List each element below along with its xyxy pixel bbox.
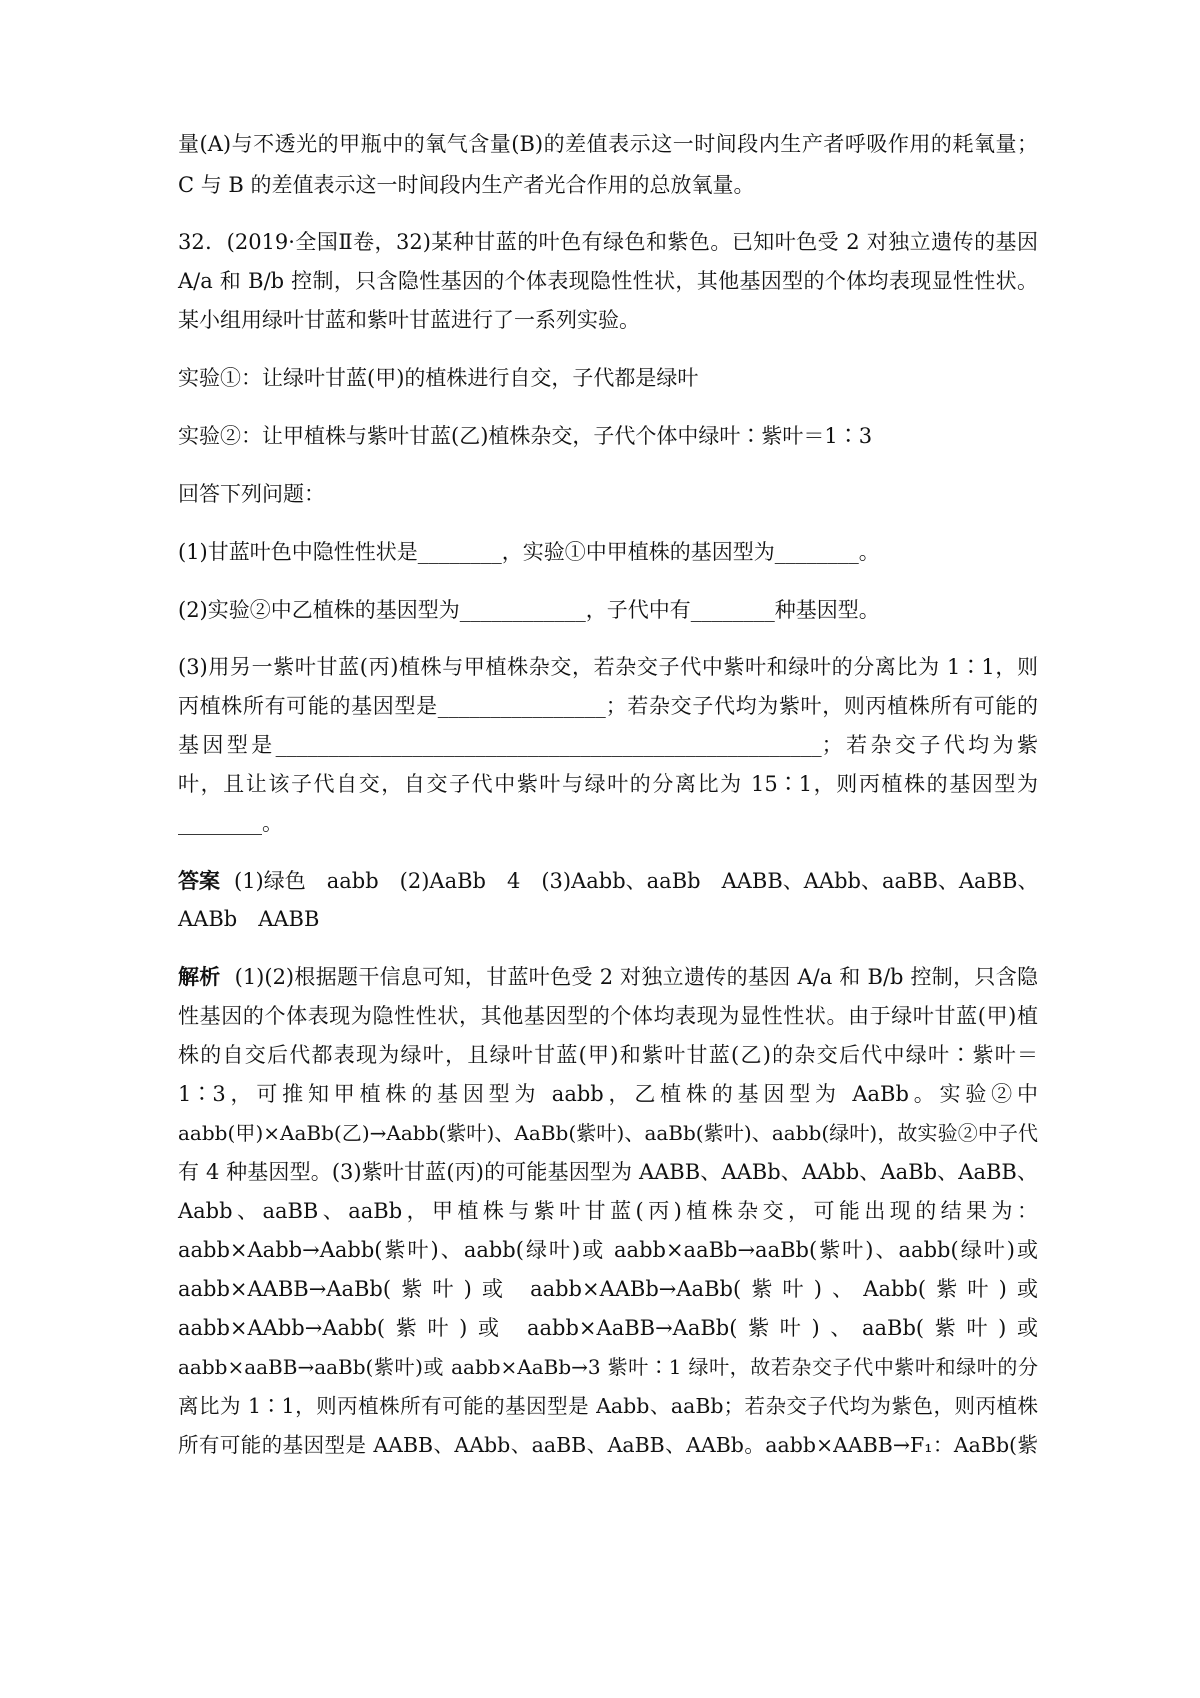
question-stem-line-3: 某小组用绿叶甘蓝和紫叶甘蓝进行了一系列实验。 — [178, 308, 640, 332]
answer-label: 答案 — [178, 868, 220, 893]
experiment-1: 实验①：让绿叶甘蓝(甲)的植株进行自交，子代都是绿叶 — [178, 366, 699, 390]
experiment-2: 实验②：让甲植株与紫叶甘蓝(乙)植株杂交，子代个体中绿叶∶紫叶＝1∶3 — [178, 424, 873, 448]
sub-question-3-line-2: 丙植株所有可能的基因型是________________；若杂交子代均为紫叶，则丙植株所有可能的 — [178, 694, 1038, 718]
answer-prompt: 回答下列问题： — [178, 482, 325, 506]
analysis-line-6: 有 4 种基因型。(3)紫叶甘蓝(丙)的可能基因型为 AABB、AABb、AAbb、AaBb、AaBB、 — [178, 1160, 1038, 1184]
analysis-line-3: 株的自交后代都表现为绿叶，且绿叶甘蓝(甲)和紫叶甘蓝(乙)的杂交后代中绿叶∶紫叶＝ — [178, 1043, 1038, 1067]
analysis-line-12: 离比为 1∶1，则丙植株所有可能的基因型是 Aabb、aaBb；若杂交子代均为紫色，则丙植株 — [178, 1394, 1038, 1418]
question-stem-line-1: 32．(2019·全国Ⅱ卷，32)某种甘蓝的叶色有绿色和紫色。已知叶色受 2 对独立遗传的基因 — [178, 230, 1038, 254]
analysis-line-9: aabb×AABB→AaBb(紫叶)或 aabb×AABb→AaBb(紫叶)、Aabb(紫叶)或 — [178, 1277, 1038, 1301]
analysis-text-1: (1)(2)根据题干信息可知，甘蓝叶色受 2 对独立遗传的基因 A/a 和 B/b 控制，只含隐 — [234, 965, 1038, 989]
analysis-line-7: Aabb、aaBB、aaBb，甲植株与紫叶甘蓝(丙)植株杂交，可能出现的结果为： — [178, 1199, 1038, 1223]
question-stem-line-2: A/a 和 B/b 控制，只含隐性基因的个体表现隐性性状，其他基因型的个体均表现显性性状。 — [178, 269, 1038, 293]
analysis-line-4: 1∶3，可推知甲植株的基因型为 aabb，乙植株的基因型为 AaBb。实验②中 — [178, 1082, 1038, 1106]
answer-line-1 — [178, 866, 1038, 896]
analysis-line-5: aabb(甲)×AaBb(乙)→Aabb(紫叶)、AaBb(紫叶)、aaBb(紫叶)、aabb(绿叶)，故实验②中子代 — [178, 1121, 1038, 1145]
sub-question-3-line-5: ________。 — [178, 811, 283, 835]
intro-line-2: C 与 B 的差值表示这一时间段内生产者光合作用的总放氧量。 — [178, 173, 755, 197]
sub-question-3-line-3: 基因型是____________________________________________________；若杂交子代均为紫 — [178, 733, 1038, 757]
analysis-line-2: 性基因的个体表现为隐性性状，其他基因型的个体均表现为显性性状。由于绿叶甘蓝(甲)植 — [178, 1004, 1038, 1028]
analysis-line-10: aabb×AAbb→Aabb(紫叶)或 aabb×AaBB→AaBb(紫叶)、aaBb(紫叶)或 — [178, 1316, 1038, 1340]
analysis-line-8: aabb×Aabb→Aabb(紫叶)、aabb(绿叶)或 aabb×aaBb→aaBb(紫叶)、aabb(绿叶)或 — [178, 1238, 1038, 1262]
intro-line-1: 量(A)与不透光的甲瓶中的氧气含量(B)的差值表示这一时间段内生产者呼吸作用的耗氧量； — [178, 132, 1038, 156]
sub-question-1: (1)甘蓝叶色中隐性性状是________，实验①中甲植株的基因型为________。 — [178, 540, 880, 564]
answer-text-1: (1)绿色 aabb (2)AaBb 4 (3)Aabb、aaBb AABB、AAbb、aaBB、AaBB、 — [234, 869, 1039, 893]
sub-question-3-line-4: 叶，且让该子代自交，自交子代中紫叶与绿叶的分离比为 15∶1，则丙植株的基因型为 — [178, 772, 1038, 796]
sub-question-3-line-1: (3)用另一紫叶甘蓝(丙)植株与甲植株杂交，若杂交子代中紫叶和绿叶的分离比为 1∶1，则 — [178, 655, 1038, 679]
analysis-line-13: 所有可能的基因型是 AABB、AAbb、aaBB、AaBB、AABb。aabb×AABB→F₁：AaBb(紫 — [178, 1433, 1038, 1457]
analysis-label: 解析 — [178, 964, 221, 989]
answer-line-2: AABb AABB — [178, 907, 320, 931]
sub-question-2: (2)实验②中乙植株的基因型为____________，子代中有________种基因型。 — [178, 598, 880, 622]
analysis-line-1 — [178, 962, 1038, 992]
analysis-line-11: aabb×aaBB→aaBb(紫叶)或 aabb×AaBb→3 紫叶∶1 绿叶，故若杂交子代中紫叶和绿叶的分 — [178, 1355, 1038, 1379]
